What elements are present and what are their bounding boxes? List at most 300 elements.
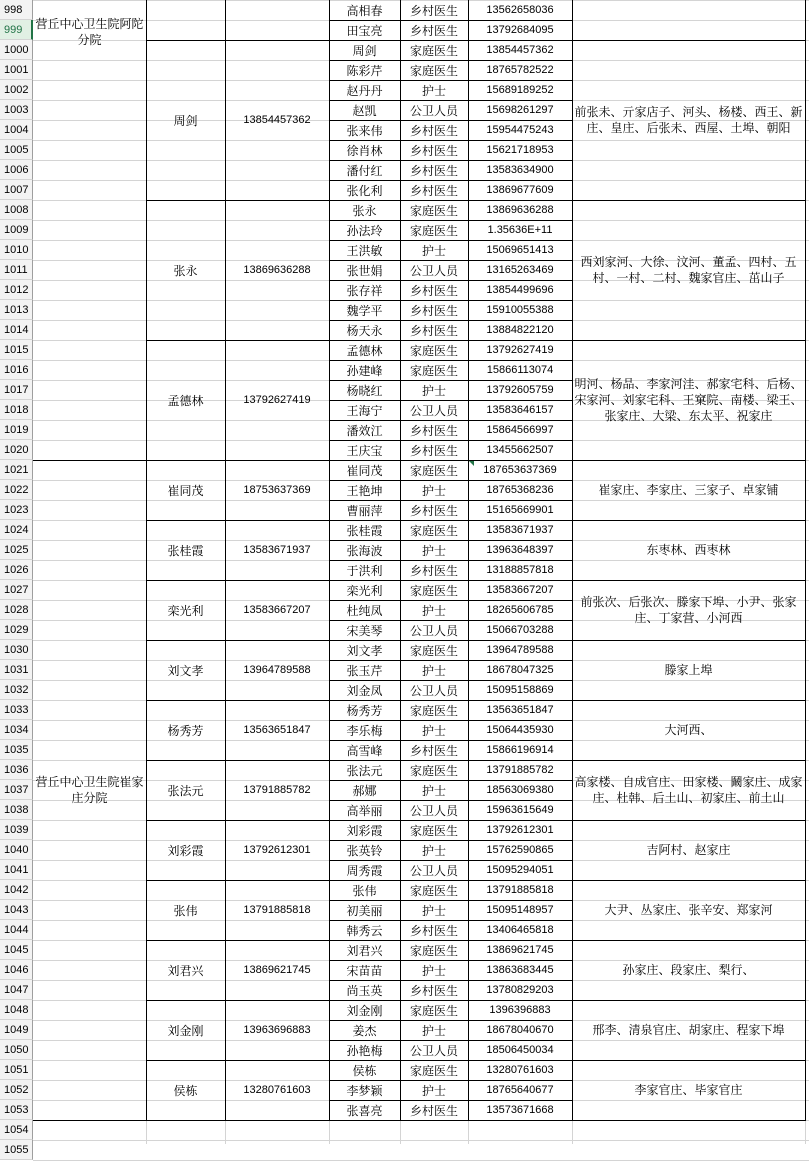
- member-phone-cell[interactable]: 15963615649: [486, 804, 554, 816]
- row-header[interactable]: 1026: [0, 560, 33, 580]
- member-phone-cell[interactable]: 13964789588: [486, 644, 554, 656]
- member-name-cell[interactable]: 杨秀芳: [346, 703, 383, 718]
- member-name-cell[interactable]: 王海宁: [346, 403, 383, 418]
- member-name-cell[interactable]: 孙法玲: [346, 223, 383, 238]
- row-header[interactable]: 1041: [0, 860, 33, 880]
- team-lead-cell[interactable]: 崔同茂: [167, 483, 204, 498]
- service-area-cell[interactable]: 邢李、清泉官庄、胡家庄、程家下埠: [592, 1023, 785, 1037]
- row-header[interactable]: 1039: [0, 820, 33, 840]
- team-lead-phone-cell[interactable]: 13854457362: [243, 114, 311, 126]
- member-phone-cell[interactable]: 18765640677: [486, 1084, 554, 1096]
- column-border: [805, 0, 806, 1121]
- row-header[interactable]: 1049: [0, 1020, 33, 1040]
- member-phone-cell[interactable]: 15621718953: [486, 144, 554, 156]
- row-header[interactable]: 1013: [0, 300, 33, 320]
- member-phone-cell[interactable]: 15762590865: [486, 844, 554, 856]
- member-row-border: [329, 300, 572, 301]
- row-header[interactable]: 1016: [0, 360, 33, 380]
- member-phone-cell[interactable]: 187653637369: [483, 464, 557, 476]
- row-header[interactable]: 1024: [0, 520, 33, 540]
- member-phone-cell[interactable]: 18265606785: [486, 604, 554, 616]
- member-name-cell[interactable]: 张化利: [346, 183, 383, 198]
- member-role-cell[interactable]: 乡村医生: [409, 423, 458, 438]
- row-header[interactable]: 1040: [0, 840, 33, 860]
- row-header[interactable]: 1012: [0, 280, 33, 300]
- member-name-cell[interactable]: 崔同茂: [346, 463, 383, 478]
- row-header[interactable]: 1035: [0, 740, 33, 760]
- member-phone-cell[interactable]: 13869677609: [486, 184, 554, 196]
- member-row-border: [329, 400, 572, 401]
- row-header[interactable]: 1028: [0, 600, 33, 620]
- member-name-cell[interactable]: [329, 1140, 400, 1160]
- member-role-cell[interactable]: 乡村医生: [409, 123, 458, 138]
- row-header[interactable]: 1007: [0, 180, 33, 200]
- row-header[interactable]: 1048: [0, 1000, 33, 1020]
- member-name-cell[interactable]: 刘文孝: [346, 643, 383, 658]
- member-role-cell[interactable]: 家庭医生: [409, 463, 458, 478]
- member-name-cell[interactable]: 高相春: [346, 3, 383, 18]
- member-phone-cell[interactable]: 13792684095: [486, 24, 554, 36]
- member-name-cell[interactable]: 王庆宝: [346, 443, 383, 458]
- service-area-cell[interactable]: 滕家上埠: [664, 663, 713, 677]
- team-lead-cell[interactable]: [146, 0, 225, 40]
- member-role-cell[interactable]: 乡村医生: [409, 3, 458, 18]
- team-lead-phone-cell[interactable]: 13583667207: [243, 604, 311, 616]
- member-row-border: [329, 180, 572, 181]
- member-role-cell[interactable]: 家庭医生: [409, 223, 458, 238]
- row-header[interactable]: 1001: [0, 60, 33, 80]
- member-phone-cell[interactable]: 13791885782: [486, 764, 554, 776]
- service-area-cell[interactable]: 前张未、亓家店子、河头、杨楼、西王、新庄、皇庄、后张未、西屋、土埠、朝阳: [574, 105, 803, 135]
- member-role-cell[interactable]: 护士: [421, 383, 446, 398]
- member-role-cell[interactable]: 公卫人员: [409, 263, 458, 278]
- member-name-cell[interactable]: 张玉芹: [346, 663, 383, 678]
- member-name-cell[interactable]: 周秀霞: [346, 863, 383, 878]
- member-role-cell[interactable]: [400, 1140, 468, 1160]
- team-lead-cell[interactable]: 孟德林: [167, 393, 204, 408]
- member-name-cell[interactable]: 尚玉英: [346, 983, 383, 998]
- member-name-cell[interactable]: 潘付红: [346, 163, 383, 178]
- member-role-cell[interactable]: 乡村医生: [409, 503, 458, 518]
- member-row-border: [329, 380, 572, 381]
- member-name-cell[interactable]: 王洪敏: [346, 243, 383, 258]
- member-role-cell[interactable]: 家庭医生: [409, 363, 458, 378]
- member-role-cell[interactable]: 公卫人员: [409, 623, 458, 638]
- row-header[interactable]: 1054: [0, 1120, 33, 1140]
- member-name-cell[interactable]: 田宝亮: [346, 23, 383, 38]
- row-header[interactable]: 1053: [0, 1100, 33, 1120]
- service-area-cell[interactable]: 吉阿村、赵家庄: [646, 843, 731, 857]
- row-header[interactable]: 1052: [0, 1080, 33, 1100]
- member-role-cell[interactable]: 家庭医生: [409, 643, 458, 658]
- member-name-cell[interactable]: 栾光利: [346, 583, 383, 598]
- row-header[interactable]: 1042: [0, 880, 33, 900]
- row-header[interactable]: 999: [0, 20, 33, 40]
- row-header[interactable]: 1043: [0, 900, 33, 920]
- member-role-cell[interactable]: 乡村医生: [409, 163, 458, 178]
- member-phone-cell[interactable]: 13280761603: [486, 1064, 554, 1076]
- row-header[interactable]: 1018: [0, 400, 33, 420]
- member-phone-cell[interactable]: 18678047325: [486, 664, 554, 676]
- member-name-cell[interactable]: 张存祥: [346, 283, 383, 298]
- member-role-cell[interactable]: 护士: [421, 783, 446, 798]
- member-name-cell[interactable]: 陈彩芹: [346, 63, 383, 78]
- member-phone-cell[interactable]: 13165263469: [486, 264, 554, 276]
- team-lead-phone-cell[interactable]: 13280761603: [243, 1084, 311, 1096]
- member-name-cell[interactable]: 李梦颖: [346, 1083, 383, 1098]
- member-role-cell[interactable]: 护士: [421, 603, 446, 618]
- member-phone-cell[interactable]: 13792627419: [486, 344, 554, 356]
- member-role-cell[interactable]: 家庭医生: [409, 1003, 458, 1018]
- member-phone-cell[interactable]: 15864566997: [486, 424, 554, 436]
- member-row-border: [329, 1120, 572, 1121]
- member-name-cell[interactable]: 张世娟: [346, 263, 383, 278]
- row-header[interactable]: 1006: [0, 160, 33, 180]
- member-phone-cell[interactable]: 15064435930: [486, 724, 554, 736]
- team-lead-cell[interactable]: 杨秀芳: [167, 723, 204, 738]
- member-phone-cell[interactable]: 13792605759: [486, 384, 554, 396]
- member-role-cell[interactable]: 家庭医生: [409, 823, 458, 838]
- member-name-cell[interactable]: 张喜亮: [346, 1103, 383, 1118]
- member-phone-cell[interactable]: 13854457362: [486, 44, 554, 56]
- team-lead-phone-cell[interactable]: 13869621745: [243, 964, 311, 976]
- member-name-cell[interactable]: 张海波: [346, 543, 383, 558]
- member-name-cell[interactable]: 曹丽萍: [346, 503, 383, 518]
- member-phone-cell[interactable]: 15866113074: [486, 364, 554, 376]
- member-name-cell[interactable]: 李乐梅: [346, 723, 383, 738]
- row-header[interactable]: 998: [0, 0, 33, 20]
- member-role-cell[interactable]: 乡村医生: [409, 143, 458, 158]
- member-role-cell[interactable]: 护士: [421, 243, 446, 258]
- member-phone-cell[interactable]: 18765782522: [486, 64, 554, 76]
- member-name-cell[interactable]: 潘效江: [346, 423, 383, 438]
- member-role-cell[interactable]: 护士: [421, 903, 446, 918]
- member-name-cell[interactable]: 张桂霞: [346, 523, 383, 538]
- member-role-cell[interactable]: 乡村医生: [409, 923, 458, 938]
- member-role-cell[interactable]: 护士: [421, 83, 446, 98]
- member-name-cell[interactable]: 韩秀云: [346, 923, 383, 938]
- member-phone-cell[interactable]: 15066703288: [486, 624, 554, 636]
- member-name-cell[interactable]: 刘彩霞: [346, 823, 383, 838]
- member-phone-cell[interactable]: 15954475243: [486, 124, 554, 136]
- member-phone-cell[interactable]: 1396396883: [489, 1004, 551, 1016]
- member-phone-cell[interactable]: 13791885818: [486, 884, 554, 896]
- member-role-cell[interactable]: 家庭医生: [409, 763, 458, 778]
- service-area-cell[interactable]: 大尹、丛家庄、张辛安、郑家河: [604, 903, 773, 917]
- member-row-border: [329, 760, 572, 761]
- member-phone-cell[interactable]: 15910055388: [486, 304, 554, 316]
- service-area-cell[interactable]: 东枣林、西枣林: [646, 543, 731, 557]
- row-header[interactable]: 1034: [0, 720, 33, 740]
- service-area-cell[interactable]: 大河西、: [664, 723, 713, 737]
- member-name-cell[interactable]: 杨晓红: [346, 383, 383, 398]
- row-header[interactable]: 1019: [0, 420, 33, 440]
- member-row-border: [329, 440, 572, 441]
- member-phone-cell[interactable]: 15095158869: [486, 684, 554, 696]
- team-lead-cell[interactable]: 刘君兴: [167, 963, 204, 978]
- member-role-cell[interactable]: 护士: [421, 663, 446, 678]
- member-phone-cell[interactable]: 15698261297: [486, 104, 554, 116]
- member-name-cell[interactable]: 高雪峰: [346, 743, 383, 758]
- member-role-cell[interactable]: 家庭医生: [409, 203, 458, 218]
- service-area-cell[interactable]: 李家官庄、毕家官庄: [634, 1083, 743, 1097]
- member-phone-cell[interactable]: 13188857818: [486, 564, 554, 576]
- member-name-cell[interactable]: 张永: [352, 203, 377, 218]
- team-lead-phone-cell[interactable]: [225, 0, 329, 40]
- member-phone-cell[interactable]: 13780829203: [486, 984, 554, 996]
- row-header[interactable]: 1044: [0, 920, 33, 940]
- member-row-border: [329, 520, 572, 521]
- member-name-cell[interactable]: 徐肖林: [346, 143, 383, 158]
- member-role-cell[interactable]: 家庭医生: [409, 63, 458, 78]
- member-role-cell[interactable]: [400, 1120, 468, 1140]
- member-name-cell[interactable]: 张伟: [352, 883, 377, 898]
- member-role-cell[interactable]: 护士: [421, 723, 446, 738]
- member-phone-cell[interactable]: 18563069380: [486, 784, 554, 796]
- member-name-cell[interactable]: 杜纯凤: [346, 603, 383, 618]
- member-phone-cell[interactable]: 13406465818: [486, 924, 554, 936]
- member-phone-cell[interactable]: 15095294051: [486, 864, 554, 876]
- row-header[interactable]: 1000: [0, 40, 33, 60]
- member-row-border: [329, 740, 572, 741]
- member-phone-cell[interactable]: 13563651847: [486, 704, 554, 716]
- row-header[interactable]: 1038: [0, 800, 33, 820]
- member-role-cell[interactable]: 家庭医生: [409, 583, 458, 598]
- member-role-cell[interactable]: 乡村医生: [409, 303, 458, 318]
- service-area-cell[interactable]: 崔家庄、李家庄、三家子、卓家铺: [598, 483, 779, 497]
- row-header[interactable]: 1046: [0, 960, 33, 980]
- member-phone-cell[interactable]: 13562658036: [486, 4, 554, 16]
- member-role-cell[interactable]: 护士: [421, 483, 446, 498]
- member-phone-cell[interactable]: 13583646157: [486, 404, 554, 416]
- member-name-cell[interactable]: 宋美琴: [346, 623, 383, 638]
- member-row-border: [329, 1040, 572, 1041]
- row-header[interactable]: 1055: [0, 1140, 33, 1160]
- member-phone-cell[interactable]: 15165669901: [486, 504, 554, 516]
- member-role-cell[interactable]: 公卫人员: [409, 403, 458, 418]
- team-lead-phone-cell[interactable]: 13583671937: [243, 544, 311, 556]
- team-lead-cell[interactable]: 刘文孝: [167, 663, 204, 678]
- member-row-border: [329, 640, 572, 641]
- row-header[interactable]: 1021: [0, 460, 33, 480]
- row-header[interactable]: 1033: [0, 700, 33, 720]
- member-row-border: [329, 220, 572, 221]
- member-name-cell[interactable]: 周剑: [352, 43, 377, 58]
- team-lead-cell[interactable]: 张法元: [167, 783, 204, 798]
- member-name-cell[interactable]: 高举丽: [346, 803, 383, 818]
- row-header[interactable]: 1031: [0, 660, 33, 680]
- member-role-cell[interactable]: 家庭医生: [409, 343, 458, 358]
- member-phone-cell[interactable]: 15069651413: [486, 244, 554, 256]
- member-phone-cell[interactable]: 13583667207: [486, 584, 554, 596]
- member-phone-cell[interactable]: [468, 1120, 572, 1140]
- member-phone-cell[interactable]: 13583671937: [486, 524, 554, 536]
- member-role-cell[interactable]: 乡村医生: [409, 23, 458, 38]
- team-lead-phone-cell[interactable]: 18753637369: [243, 484, 311, 496]
- member-role-cell[interactable]: 护士: [421, 1023, 446, 1038]
- member-phone-cell[interactable]: 13573671668: [486, 1104, 554, 1116]
- service-area-cell[interactable]: 西刘家河、大徐、汶河、董孟、四村、五村、一村、二村、魏家官庄、茁山子: [580, 255, 797, 285]
- member-name-cell[interactable]: 姜杰: [352, 1023, 377, 1038]
- row-header[interactable]: 1051: [0, 1060, 33, 1080]
- service-area-cell[interactable]: 孙家庄、段家庄、梨行、: [622, 963, 755, 977]
- row-header[interactable]: 1011: [0, 260, 33, 280]
- team-lead-cell[interactable]: 刘金刚: [167, 1023, 204, 1038]
- hospital-name-cell[interactable]: 营丘中心卫生院阿陀分院: [35, 17, 144, 47]
- member-role-cell[interactable]: 护士: [421, 543, 446, 558]
- team-lead-cell[interactable]: 栾光利: [167, 603, 204, 618]
- member-row-border: [329, 120, 572, 121]
- member-phone-cell[interactable]: 13792612301: [486, 824, 554, 836]
- member-name-cell[interactable]: 初美丽: [346, 903, 383, 918]
- row-header[interactable]: 1045: [0, 940, 33, 960]
- member-row-border: [329, 560, 572, 561]
- row-header[interactable]: 1022: [0, 480, 33, 500]
- member-role-cell[interactable]: 乡村医生: [409, 563, 458, 578]
- member-name-cell[interactable]: 刘金凤: [346, 683, 383, 698]
- member-phone-cell[interactable]: 13863683445: [486, 964, 554, 976]
- row-header[interactable]: 1009: [0, 220, 33, 240]
- member-name-cell[interactable]: 赵凯: [352, 103, 377, 118]
- service-area-cell[interactable]: 高家楼、自成官庄、田家楼、鬫家庄、成家庄、杜韩、后土山、初家庄、前土山: [574, 775, 803, 805]
- team-lead-phone-cell[interactable]: 13963696883: [243, 1024, 311, 1036]
- member-role-cell[interactable]: 公卫人员: [409, 103, 458, 118]
- member-name-cell[interactable]: 刘金刚: [346, 1003, 383, 1018]
- team-lead-phone-cell[interactable]: 13792612301: [243, 844, 311, 856]
- row-header[interactable]: 1047: [0, 980, 33, 1000]
- member-name-cell[interactable]: 张法元: [346, 763, 383, 778]
- row-header[interactable]: 1017: [0, 380, 33, 400]
- member-row-border: [329, 1020, 572, 1021]
- member-role-cell[interactable]: 护士: [421, 843, 446, 858]
- member-role-cell[interactable]: 公卫人员: [409, 1043, 458, 1058]
- member-role-cell[interactable]: 乡村医生: [409, 983, 458, 998]
- member-role-cell[interactable]: 乡村医生: [409, 183, 458, 198]
- member-role-cell[interactable]: 公卫人员: [409, 683, 458, 698]
- member-phone-cell[interactable]: 13869636288: [486, 204, 554, 216]
- member-phone-cell[interactable]: 13869621745: [486, 944, 554, 956]
- member-role-cell[interactable]: 乡村医生: [409, 283, 458, 298]
- row-header[interactable]: 1029: [0, 620, 33, 640]
- member-name-cell[interactable]: 郝娜: [352, 783, 377, 798]
- row-header[interactable]: 1005: [0, 140, 33, 160]
- member-name-cell[interactable]: 王艳坤: [346, 483, 383, 498]
- member-role-cell[interactable]: 乡村医生: [409, 1103, 458, 1118]
- row-header[interactable]: 1030: [0, 640, 33, 660]
- member-role-cell[interactable]: 家庭医生: [409, 43, 458, 58]
- member-phone-cell[interactable]: [468, 1140, 572, 1160]
- member-phone-cell[interactable]: 1.35636E+11: [487, 224, 553, 236]
- member-phone-cell[interactable]: 18506450034: [486, 1044, 554, 1056]
- team-lead-phone-cell[interactable]: 13792627419: [243, 394, 311, 406]
- row-header[interactable]: 1008: [0, 200, 33, 220]
- team-lead-cell[interactable]: 张永: [173, 263, 198, 278]
- row-header[interactable]: 1032: [0, 680, 33, 700]
- team-lead-cell[interactable]: 张伟: [173, 903, 198, 918]
- member-row-border: [329, 360, 572, 361]
- member-row-border: [329, 600, 572, 601]
- team-lead-phone-cell[interactable]: 13964789588: [243, 664, 311, 676]
- team-lead-cell[interactable]: 周剑: [173, 113, 198, 128]
- row-header[interactable]: 1036: [0, 760, 33, 780]
- member-role-cell[interactable]: 护士: [421, 1083, 446, 1098]
- member-phone-cell[interactable]: 13884822120: [486, 324, 554, 336]
- member-role-cell[interactable]: 乡村医生: [409, 323, 458, 338]
- team-lead-cell[interactable]: 刘彩霞: [167, 843, 204, 858]
- row-header[interactable]: 1037: [0, 780, 33, 800]
- member-phone-cell[interactable]: 13583634900: [486, 164, 554, 176]
- row-header[interactable]: 1020: [0, 440, 33, 460]
- team-lead-phone-cell[interactable]: 13791885782: [243, 784, 311, 796]
- row-header[interactable]: 1002: [0, 80, 33, 100]
- member-role-cell[interactable]: 家庭医生: [409, 703, 458, 718]
- service-area-cell[interactable]: 明河、杨品、李家河洼、郝家宅科、后杨、宋家河、刘家宅科、王窠院、南楼、梁王、张家庄、大梁、东太平、祝家庄: [574, 377, 803, 423]
- member-name-cell[interactable]: 魏学平: [346, 303, 383, 318]
- member-role-cell[interactable]: 家庭医生: [409, 943, 458, 958]
- row-header[interactable]: 1025: [0, 540, 33, 560]
- member-phone-cell[interactable]: 15689189252: [486, 84, 554, 96]
- member-name-cell[interactable]: [329, 1120, 400, 1140]
- member-phone-cell[interactable]: 13963648397: [486, 544, 554, 556]
- member-phone-cell[interactable]: 15095148957: [486, 904, 554, 916]
- team-lead-cell[interactable]: 侯栋: [173, 1083, 198, 1098]
- row-header[interactable]: 1003: [0, 100, 33, 120]
- row-header[interactable]: 1023: [0, 500, 33, 520]
- team-lead-phone-cell[interactable]: 13563651847: [243, 724, 311, 736]
- service-area-cell[interactable]: [572, 0, 805, 40]
- team-lead-phone-cell[interactable]: 13869636288: [243, 264, 311, 276]
- member-phone-cell[interactable]: 15866196914: [486, 744, 554, 756]
- member-role-cell[interactable]: 家庭医生: [409, 1063, 458, 1078]
- member-role-cell[interactable]: 乡村医生: [409, 743, 458, 758]
- member-name-cell[interactable]: 杨天永: [346, 323, 383, 338]
- member-name-cell[interactable]: 孙艳梅: [346, 1043, 383, 1058]
- member-phone-cell[interactable]: 18765368236: [486, 484, 554, 496]
- member-role-cell[interactable]: 护士: [421, 963, 446, 978]
- member-name-cell[interactable]: 于洪利: [346, 563, 383, 578]
- member-role-cell[interactable]: 家庭医生: [409, 883, 458, 898]
- hospital-name-cell[interactable]: 营丘中心卫生院崔家庄分院: [35, 775, 144, 805]
- team-lead-phone-cell[interactable]: 13791885818: [243, 904, 311, 916]
- row-header[interactable]: 1004: [0, 120, 33, 140]
- member-phone-cell[interactable]: 18678040670: [486, 1024, 554, 1036]
- member-name-cell[interactable]: 宋苗苗: [346, 963, 383, 978]
- member-name-cell[interactable]: 侯栋: [352, 1063, 377, 1078]
- row-header[interactable]: 1050: [0, 1040, 33, 1060]
- member-phone-cell[interactable]: 13455662507: [486, 444, 554, 456]
- member-phone-cell[interactable]: 13854499696: [486, 284, 554, 296]
- member-name-cell[interactable]: 张来伟: [346, 123, 383, 138]
- member-role-cell[interactable]: 公卫人员: [409, 863, 458, 878]
- row-header[interactable]: 1015: [0, 340, 33, 360]
- team-lead-cell[interactable]: 张桂霞: [167, 543, 204, 558]
- member-name-cell[interactable]: 孟德林: [346, 343, 383, 358]
- row-header[interactable]: 1027: [0, 580, 33, 600]
- member-name-cell[interactable]: 孙建峰: [346, 363, 383, 378]
- member-name-cell[interactable]: 赵丹丹: [346, 83, 383, 98]
- row-header[interactable]: 1014: [0, 320, 33, 340]
- member-row-border: [329, 880, 572, 881]
- member-role-cell[interactable]: 公卫人员: [409, 803, 458, 818]
- member-role-cell[interactable]: 家庭医生: [409, 523, 458, 538]
- member-name-cell[interactable]: 张英铃: [346, 843, 383, 858]
- row-header[interactable]: 1010: [0, 240, 33, 260]
- service-area-cell[interactable]: 前张次、后张次、滕家下埠、小尹、张家庄、丁家营、小河西: [580, 595, 797, 625]
- member-role-cell[interactable]: 乡村医生: [409, 443, 458, 458]
- column-border: [225, 0, 226, 1121]
- member-name-cell[interactable]: 刘君兴: [346, 943, 383, 958]
- member-row-border: [329, 100, 572, 101]
